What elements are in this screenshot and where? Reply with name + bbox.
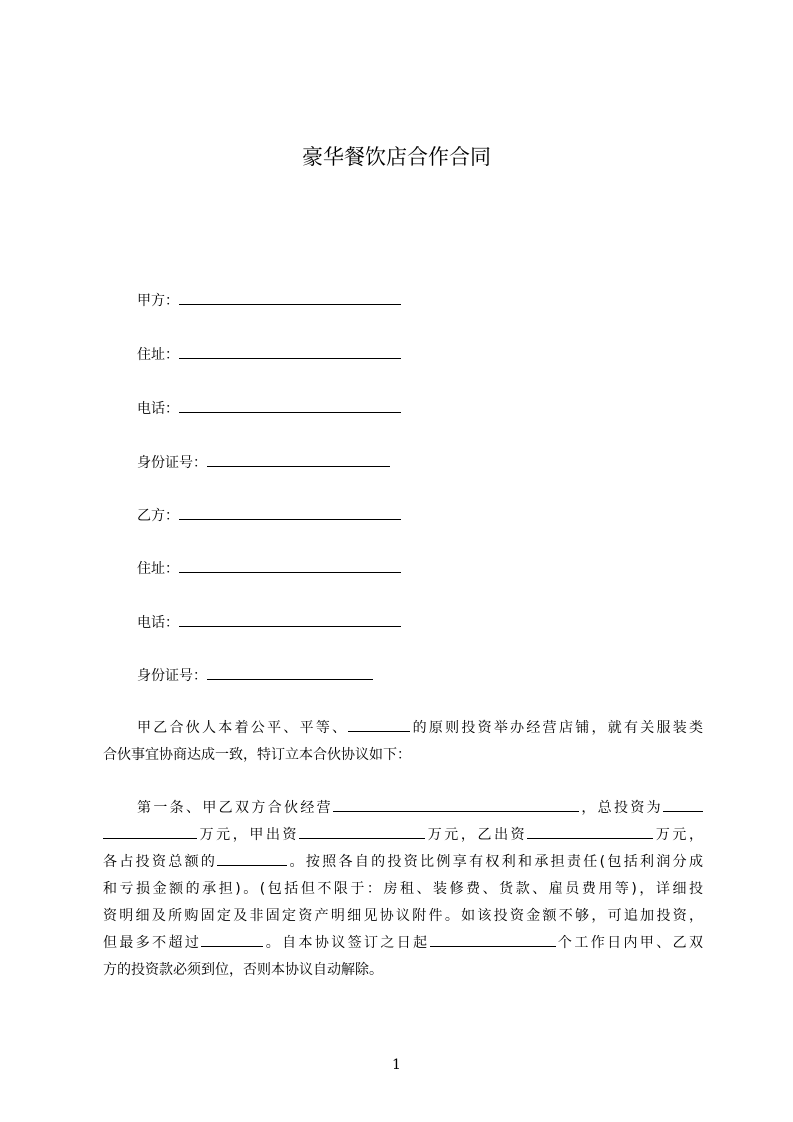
party-a-address-field — [137, 344, 401, 364]
party-a-name-field — [137, 290, 401, 310]
party-a-contribution-blank[interactable] — [299, 824, 425, 839]
working-days-blank[interactable] — [430, 932, 556, 947]
party-b-contribution-blank[interactable] — [527, 824, 653, 839]
article-1-text-l: 个工作日内甲、乙双 — [555, 935, 703, 951]
party-a-address-label: 住址： — [137, 347, 179, 363]
article-1-text-i: 资明细及所购固定及非固定资产明细见协议附件。如该投资金额不够，可追加投资， — [103, 908, 703, 924]
page-number: 1 — [392, 1057, 401, 1073]
party-b-phone-field — [137, 612, 401, 632]
party-a-name-label: 甲方： — [137, 293, 179, 309]
party-a-name-blank[interactable] — [179, 290, 401, 305]
article-1-line-5 — [103, 903, 703, 930]
party-a-phone-blank[interactable] — [179, 398, 401, 413]
article-1-line-1 — [103, 795, 703, 822]
party-b-phone-blank[interactable] — [179, 612, 401, 627]
party-a-address-blank[interactable] — [179, 344, 401, 359]
intro-text-1: 甲乙合伙人本着公平、平等、 — [137, 720, 349, 736]
article-1-text-j: 但最多不超过 — [103, 935, 202, 951]
intro-text-2: 的原则投资举办经营店铺，就有关服装类 — [410, 720, 703, 736]
party-b-name-field — [137, 505, 401, 525]
party-b-phone-label: 电话： — [137, 615, 179, 631]
party-a-id-field — [137, 452, 390, 472]
party-a-id-blank[interactable] — [207, 452, 390, 467]
total-investment-blank-part1[interactable] — [663, 797, 703, 812]
article-1-text-f: 各占投资总额的 — [103, 854, 218, 870]
total-investment-blank-part2[interactable] — [103, 824, 197, 839]
intro-line-1 — [103, 715, 703, 742]
party-b-address-field — [137, 558, 401, 578]
business-scope-blank[interactable] — [333, 797, 579, 812]
article-1-paragraph — [103, 795, 703, 984]
article-1-text-a: 第一条、甲乙双方合伙经营 — [137, 800, 333, 816]
max-additional-blank[interactable] — [201, 932, 263, 947]
article-1-line-6 — [103, 930, 703, 957]
party-a-phone-label: 电话： — [137, 401, 179, 417]
article-1-text-h: 和亏损金额的承担)。(包括但不限于：房租、装修费、货款、雇员费用等)，详细投 — [103, 881, 703, 897]
article-1-line-2 — [103, 822, 703, 849]
party-b-id-blank[interactable] — [207, 665, 373, 680]
article-1-text-m: 方的投资款必须到位，否则本协议自动解除。 — [103, 962, 383, 978]
party-a-phone-field — [137, 398, 401, 418]
article-1-line-3 — [103, 849, 703, 876]
intro-text-3: 合伙事宜协商达成一致，特订立本合伙协议如下： — [103, 747, 411, 763]
party-b-address-label: 住址： — [137, 561, 179, 577]
intro-line-2 — [103, 742, 703, 769]
article-1-text-d: 万元，乙出资 — [425, 827, 528, 843]
article-1-line-4 — [103, 876, 703, 903]
intro-paragraph — [103, 715, 703, 769]
article-1-line-7 — [103, 957, 703, 984]
contract-title: 豪华餐饮店合作合同 — [302, 145, 491, 169]
article-1-text-e: 万元， — [653, 827, 703, 843]
party-a-id-label: 身份证号： — [137, 455, 207, 471]
party-b-address-blank[interactable] — [179, 558, 401, 573]
party-b-id-label: 身份证号： — [137, 668, 207, 684]
article-1-text-g: 。按照各自的投资比例享有权利和承担责任(包括利润分成 — [287, 854, 703, 870]
principle-blank[interactable] — [348, 717, 410, 732]
party-b-id-field — [137, 665, 373, 685]
party-b-name-label: 乙方： — [137, 508, 179, 524]
article-1-text-c: 万元，甲出资 — [197, 827, 300, 843]
share-percentage-blank[interactable] — [217, 851, 287, 866]
party-b-name-blank[interactable] — [179, 505, 401, 520]
article-1-text-k: 。自本协议签订之日起 — [263, 935, 430, 951]
article-1-text-b: ，总投资为 — [579, 800, 663, 816]
